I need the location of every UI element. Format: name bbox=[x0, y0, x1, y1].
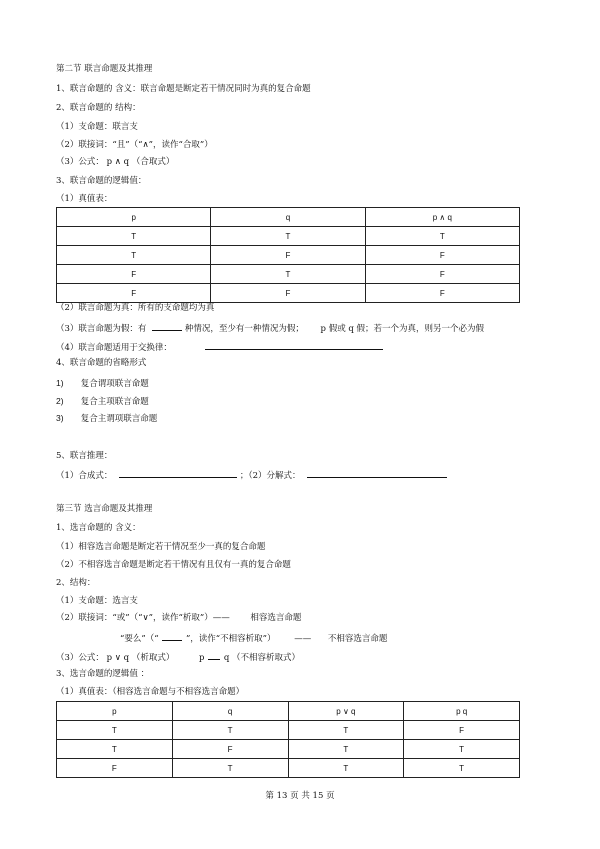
table-cell: T bbox=[57, 740, 173, 759]
fill-blank bbox=[152, 322, 182, 331]
exclusive-formula-q: q （不相容析取式） bbox=[223, 653, 301, 663]
disj-logic-value-title: 3、选言命题的逻辑值 ： bbox=[56, 669, 150, 679]
disj-definition-title: 1、选言命题的 含义： bbox=[56, 523, 141, 533]
fill-blank bbox=[162, 632, 182, 641]
conj-inference-forms bbox=[56, 469, 447, 482]
list-text: 复合主谓项联言命题 bbox=[80, 414, 158, 424]
table-cell: T bbox=[57, 246, 211, 265]
table-row bbox=[57, 740, 520, 759]
table-header-cell: p bbox=[57, 702, 173, 721]
table-cell: F bbox=[404, 721, 520, 740]
fill-blank bbox=[307, 469, 447, 478]
fill-blank bbox=[205, 341, 383, 350]
page-footer: 第 13 页 共 15 页 bbox=[265, 791, 335, 801]
connective-or-text: （2）联接词：“或”（“∨”，读作“析取”）—— bbox=[56, 613, 230, 623]
table-cell: T bbox=[288, 759, 404, 778]
table-cell: T bbox=[57, 721, 173, 740]
table-header-cell: p q bbox=[404, 702, 520, 721]
list-item bbox=[56, 413, 157, 425]
conj-false-condition bbox=[56, 322, 484, 335]
disj-truth-table-label: （1）真值表：（相容选言命题与不相容选言命题） bbox=[56, 687, 245, 697]
table-cell: T bbox=[57, 227, 211, 246]
conj-structure-title: 2、联言命题的 结构： bbox=[56, 103, 141, 113]
connective-or-kind: 相容选言命题 bbox=[250, 613, 302, 623]
conj-definition: 1、联言命题的 含义：联言命题是断定若干情况同时为真的复合命题 bbox=[56, 84, 311, 94]
list-item bbox=[56, 378, 149, 390]
table-header-cell: p ∨ q bbox=[288, 702, 404, 721]
conj-true-condition: （2）联言命题为真：所有的支命题均为真 bbox=[56, 303, 215, 313]
table-cell: F bbox=[365, 246, 519, 265]
dash: —— bbox=[294, 634, 312, 644]
inclusive-formula: （3）公式： p ∨ q （析取式） bbox=[56, 653, 175, 663]
table-cell: F bbox=[211, 284, 365, 303]
connective-either-kind: 不相容选言命题 bbox=[327, 634, 388, 644]
table-cell: T bbox=[211, 227, 365, 246]
conj-inference-title: 5、联言推理： bbox=[56, 451, 113, 461]
table-cell: T bbox=[365, 227, 519, 246]
table-cell: T bbox=[211, 265, 365, 284]
list-number: 2) bbox=[56, 396, 64, 406]
disjunction-truth-table bbox=[56, 701, 520, 778]
conj-branch: （1）支命题：联言支 bbox=[56, 122, 138, 132]
table-cell: T bbox=[288, 740, 404, 759]
conj-logic-value-title: 3、联言命题的逻辑值： bbox=[56, 176, 147, 186]
list-number: 3) bbox=[56, 413, 64, 423]
table-cell: F bbox=[211, 246, 365, 265]
disj-connective-either bbox=[120, 632, 387, 645]
table-cell: T bbox=[172, 759, 288, 778]
table-cell: F bbox=[365, 284, 519, 303]
disj-branch: （1）支命题：选言支 bbox=[56, 596, 138, 606]
conj-commutative-label: （4）联言命题适用于交换律： bbox=[56, 343, 172, 353]
connective-either-close: ”，读作“不相容析取”） bbox=[185, 634, 276, 644]
table-row bbox=[57, 227, 520, 246]
table-cell: F bbox=[365, 265, 519, 284]
table-row bbox=[57, 721, 520, 740]
table-header-cell: p ∧ q bbox=[365, 208, 519, 227]
conj-false-prefix: （3）联言命题为假：有 bbox=[56, 324, 147, 334]
exclusive-formula-p: p bbox=[199, 653, 205, 663]
conjunction-truth-table bbox=[56, 207, 520, 303]
list-text: 复合主项联言命题 bbox=[80, 397, 149, 407]
table-row bbox=[57, 265, 520, 284]
table-cell: T bbox=[172, 721, 288, 740]
table-header-row bbox=[57, 208, 520, 227]
list-number: 1) bbox=[56, 378, 64, 388]
inclusive-disj-definition: （1）相容选言命题是断定若干情况至少一真的复合命题 bbox=[56, 542, 266, 552]
table-cell: T bbox=[404, 740, 520, 759]
conj-formula: （3）公式： p ∧ q （合取式） bbox=[56, 157, 175, 167]
table-cell: F bbox=[172, 740, 288, 759]
fill-blank bbox=[208, 651, 220, 660]
disj-connective-or bbox=[56, 613, 301, 624]
synthesis-label: （1）合成式： bbox=[56, 471, 113, 481]
table-header-cell: q bbox=[211, 208, 365, 227]
table-row bbox=[57, 284, 520, 303]
table-cell: F bbox=[57, 284, 211, 303]
list-item bbox=[56, 396, 149, 408]
table-cell: F bbox=[57, 265, 211, 284]
exclusive-disj-definition: （2）不相容选言命题是断定若干情况有且仅有一真的复合命题 bbox=[56, 560, 291, 570]
conj-commutative bbox=[56, 341, 383, 354]
conj-connective: （2）联接词：“且”（“∧”，读作“合取”） bbox=[56, 140, 213, 150]
decomposition-label: ；（2）分解式： bbox=[239, 471, 301, 481]
table-cell: T bbox=[288, 721, 404, 740]
table-cell: T bbox=[404, 759, 520, 778]
disj-structure-title: 2、结构： bbox=[56, 578, 96, 588]
section-3-heading: 第三节 选言命题及其推理 bbox=[56, 504, 153, 514]
table-header-cell: p bbox=[57, 208, 211, 227]
conj-false-middle: 种情况，至少有一种情况为假； bbox=[184, 324, 304, 334]
table-row bbox=[57, 246, 520, 265]
list-text: 复合谓项联言命题 bbox=[80, 379, 149, 389]
section-2-heading: 第二节 联言命题及其推理 bbox=[56, 64, 153, 74]
table-row bbox=[57, 759, 520, 778]
table-header-cell: q bbox=[172, 702, 288, 721]
fill-blank bbox=[119, 469, 237, 478]
disj-formula bbox=[56, 651, 300, 664]
conj-truth-table-label: （1）真值表： bbox=[56, 194, 113, 204]
connective-either-open: “要么”（“ bbox=[120, 634, 159, 644]
conj-omission-title: 4、联言命题的省略形式 bbox=[56, 358, 147, 368]
table-header-row bbox=[57, 702, 520, 721]
table-cell: F bbox=[57, 759, 173, 778]
conj-false-suffix: p 假或 q 假；若一个为真，则另一个必为假 bbox=[320, 324, 485, 334]
